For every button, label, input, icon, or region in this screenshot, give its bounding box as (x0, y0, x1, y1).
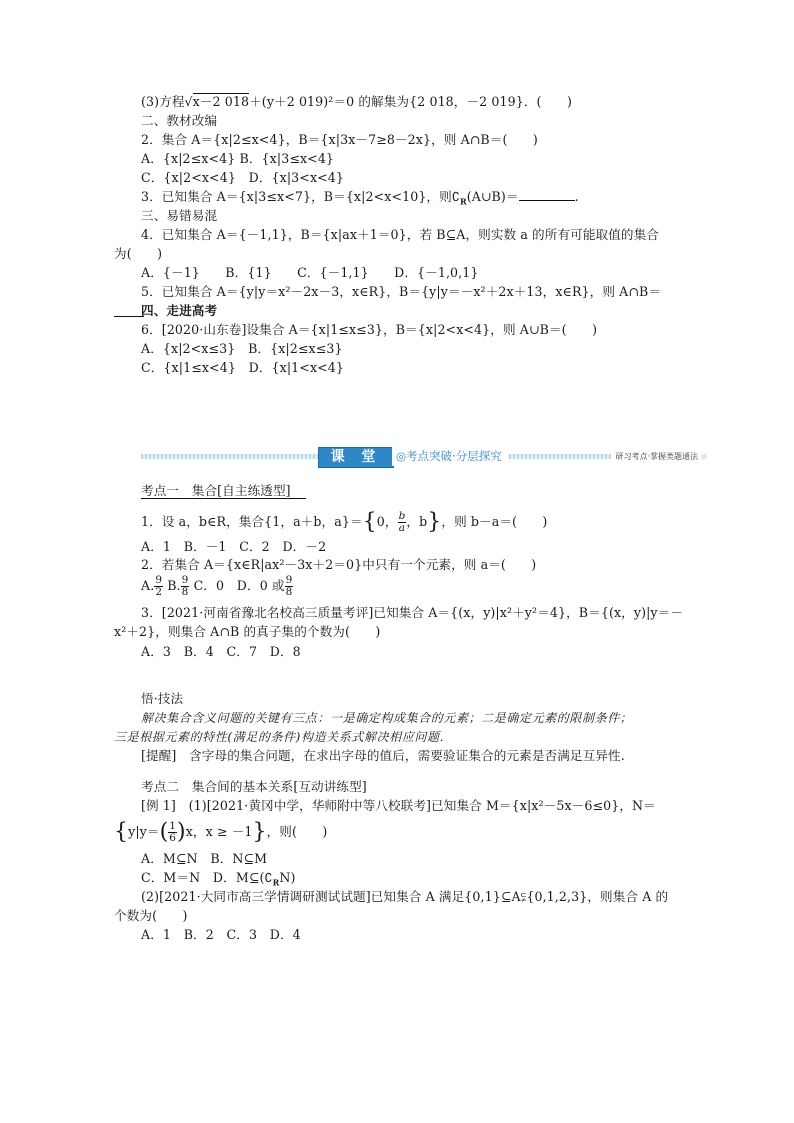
section-3-title: 三、易错易混 (141, 208, 218, 223)
b1-fraction: $\frac{b}{a}$ (398, 510, 406, 534)
q3b-text: 3．已知集合 A＝{x|3≤x<7}，B＝{x|2<x<10}，则∁ (141, 189, 460, 204)
question-2: 2．集合 A＝{x|2≤x<4}，B＝{x|3x－7≥8－2x}，则 A∩B＝( ) (141, 132, 538, 147)
question-4-line-1: 4．已知集合 A＝{－1,1}，B＝{x|ax＋1＝0}，若 B⊆A，则实数 a 的所有可能取值的集合 (141, 227, 659, 242)
q3-rest: ＋(y＋2 019)²＝0 的解集为{2 018，－2 019}．( ) (249, 94, 572, 109)
ex1-paren-close: ) (177, 819, 186, 845)
answer-blank-q5 (114, 316, 144, 317)
question-3-equation (141, 93, 572, 111)
question-6-options-ab: A．{x|2<x≤3} B．{x|2≤x≤3} (141, 341, 343, 356)
b2-frac-b: $\frac{9}{8}$ (181, 574, 189, 598)
class-banner (141, 443, 706, 469)
sqrt-symbol: √ (184, 94, 193, 109)
b-question-3-options: A．3 B．4 C．7 D．8 (141, 644, 301, 659)
example-1-line-2 (114, 818, 327, 846)
b1-zero: 0， (376, 514, 398, 529)
ex1-paren-open: ( (159, 819, 169, 845)
question-2-options-cd: C．{x|2<x<4} D．{x|3<x<4} (141, 170, 345, 185)
b1-set-end: ，b (406, 514, 428, 529)
q3b-rest: (A∪B)＝ (466, 189, 519, 204)
example-2-line-2: 个数为( ) (114, 908, 188, 923)
technique-title: 悟·技法 (141, 691, 184, 706)
b1-post: ，则 b－a＝( ) (441, 514, 548, 529)
reminder: [提醒] 含字母的集合问题，在求出字母的值后，需要验证集合的元素是否满足互异性. (141, 748, 625, 763)
example-1-options-ab: A．M⊆N B．N⊆M (141, 851, 268, 866)
topic-1-title: 考点一 集合[自主练透型] (141, 483, 291, 498)
technique-line-2: 三是根据元素的特性(满足的条件)构造关系式解决相应问题． (114, 730, 453, 744)
ex1-brace-close: } (252, 819, 267, 845)
b-question-2: 2．若集合 A＝{x∈R|ax²－3x＋2＝0}中只有一个元素，则 a＝( ) (141, 557, 537, 572)
ex1-brace-open: { (114, 819, 129, 845)
example-1-line-1: [例 1] (1)[2021·黄冈中学，华师附中等八校联考]已知集合 M＝{x|x²－5x－6≤0}，N＝ (141, 798, 656, 813)
b2-option-cd: C．0 D．0 或 (193, 578, 285, 593)
q3-prefix: (3)方程 (141, 94, 185, 109)
b1-brace-close: } (427, 509, 442, 535)
b2-frac-a: $\frac{9}{2}$ (155, 574, 163, 598)
b2-option-b: B. (167, 578, 181, 593)
question-6: 6．[2020·山东卷]设集合 A＝{x|1≤x≤3}，B＝{x|2<x<4}，则 A∪B＝( ) (141, 322, 598, 337)
b2-frac-d: $\frac{9}{8}$ (285, 574, 293, 598)
b-question-3-line-1: 3．[2021·河南省豫北名校高三质量考评]已知集合 A＝{(x，y)|x²＋y²＝4}，B＝{(x，y)|y＝－ (141, 605, 684, 620)
b-question-3-line-2: x²＋2}，则集合 A∩B 的真子集的个数为( ) (114, 624, 381, 639)
banner-subtitle: ◎考点突破·分层探究 (392, 447, 508, 466)
q3-radicand: x－2 018 (192, 94, 250, 109)
b-question-1 (141, 510, 547, 534)
ex1-subscript: R (272, 877, 280, 888)
section-2-title: 二、教材改编 (141, 113, 218, 128)
b-question-1-options: A．1 B．－1 C．2 D．－2 (141, 539, 327, 554)
example-2-line-1: (2)[2021·大同市高三学情调研测试试题]已知集合 A 满足{0,1}⊆A⫋{0,1,2,3}，则集合 A 的 (141, 889, 669, 904)
topic-1-underline (141, 498, 306, 499)
example-2-options: A．1 B．2 C．3 D．4 (141, 927, 301, 942)
topic-2-title: 考点二 集合间的基本关系[互动讲练型] (141, 779, 367, 794)
technique-line-1: 解决集合含义问题的关键有三点：一是确定构成集合的元素；二是确定元素的限制条件； (141, 711, 633, 725)
section-4-title: 四、走进高考 (141, 303, 218, 318)
ex1-set-pre: y|y＝ (128, 824, 160, 839)
q3b-subscript: R (459, 196, 467, 207)
q3b-end: . (574, 189, 579, 204)
question-6-options-cd: C．{x|1≤x<4} D．{x|1<x<4} (141, 360, 345, 375)
answer-blank (519, 188, 575, 201)
ex1-fraction: $\frac{1}{6}$ (169, 820, 177, 844)
question-4-line-2: 为( ) (114, 246, 163, 261)
b-question-2-options (141, 574, 293, 598)
ex1-line-end: ，则( ) (266, 824, 328, 839)
ex1-set-post: x，x ≥ －1 (185, 824, 253, 839)
banner-right-text: 研习考点·掌握类题通法 (611, 447, 702, 466)
question-2-options-ab: A．{x|2≤x<4} B．{x|3≤x<4} (141, 151, 335, 166)
question-4-options: A．{－1} B．{1} C．{－1,1} D．{－1,0,1} (141, 265, 479, 280)
b2-option-a: A. (141, 578, 155, 593)
banner-title: 课 堂 (318, 447, 394, 468)
question-5: 5．已知集合 A＝{y|y＝x²－2x－3，x∈R}，B＝{y|y＝－x²＋2x＋13，x∈R}，则 A∩B＝ (141, 284, 662, 299)
ex1-opt-cd: C．M＝N D．M⊆(∁ (141, 870, 273, 885)
b1-brace-open: { (362, 509, 377, 535)
ex1-opt-end: N) (279, 870, 296, 885)
b1-pre: 1．设 a，b∈R，集合{1，a＋b，a}＝ (141, 514, 363, 529)
